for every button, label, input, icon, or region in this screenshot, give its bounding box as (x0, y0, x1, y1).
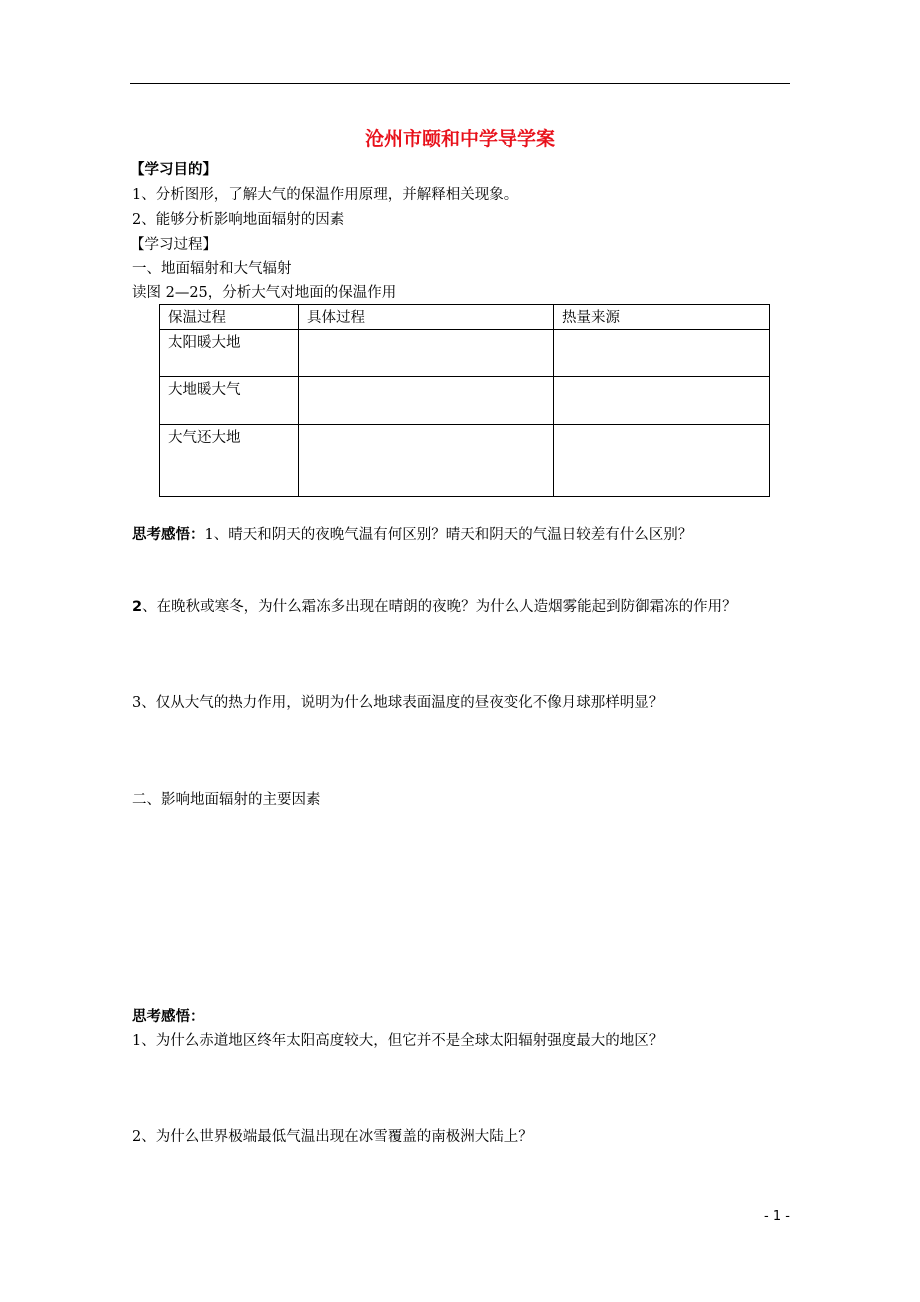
question-text: 1、晴天和阴天的夜晚气温有何区别？晴天和阴天的气温日较差有什么区别？ (204, 527, 693, 543)
table-header-cell: 热量来源 (554, 305, 770, 330)
table-row (160, 330, 770, 377)
goal-item-2: 2、能够分析影响地面辐射的因素 (132, 212, 345, 228)
goal-item-1: 1、分析图形，了解大气的保温作用原理，并解释相关现象。 (132, 187, 519, 203)
reflection-2-q1: 1、为什么赤道地区终年太阳高度较大，但它并不是全球太阳辐射强度最大的地区？ (132, 1033, 664, 1049)
process-heading: 【学习过程】 (130, 237, 217, 253)
section1-instruction: 读图 2—25，分析大气对地面的保温作用 (132, 285, 397, 301)
table-cell-detail[interactable] (299, 377, 554, 425)
table-cell-detail[interactable] (299, 330, 554, 377)
question-text: 、在晚秋或寒冬，为什么霜冻多出现在晴朗的夜晚？为什么人造烟雾能起到防御霜冻的作用？ (142, 599, 737, 615)
table-cell-process: 大气还大地 (160, 425, 299, 497)
reflection-2-q2: 2、为什么世界极端最低气温出现在冰雪覆盖的南极洲大陆上？ (132, 1129, 533, 1145)
section1-heading: 一、地面辐射和大气辐射 (132, 261, 292, 277)
heat-retention-table (159, 304, 770, 497)
reflection-1-q3: 3、仅从大气的热力作用，说明为什么地球表面温度的昼夜变化不像月球那样明显？ (132, 695, 664, 711)
table-cell-detail[interactable] (299, 425, 554, 497)
table-row (160, 377, 770, 425)
reflection-1-q1 (132, 525, 692, 545)
reflection-1-q2 (132, 597, 737, 617)
table-header-cell: 保温过程 (160, 305, 299, 330)
table-cell-source[interactable] (554, 425, 770, 497)
page-number: - 1 - (764, 1209, 790, 1224)
table-header-cell: 具体过程 (299, 305, 554, 330)
table-cell-source[interactable] (554, 377, 770, 425)
table-cell-process: 太阳暖大地 (160, 330, 299, 377)
goals-heading: 【学习目的】 (130, 161, 217, 178)
section2-heading: 二、影响地面辐射的主要因素 (132, 792, 321, 808)
reflection-label: 思考感悟： (132, 526, 205, 543)
table-header-row (160, 305, 770, 330)
reflection-2-label: 思考感悟： (132, 1008, 205, 1025)
table-cell-source[interactable] (554, 330, 770, 377)
page-title: 沧州市颐和中学导学案 (364, 128, 555, 150)
header-rule (130, 83, 790, 84)
table-row (160, 425, 770, 497)
question-number: 2 (132, 599, 143, 615)
table-cell-process: 大地暖大气 (160, 377, 299, 425)
